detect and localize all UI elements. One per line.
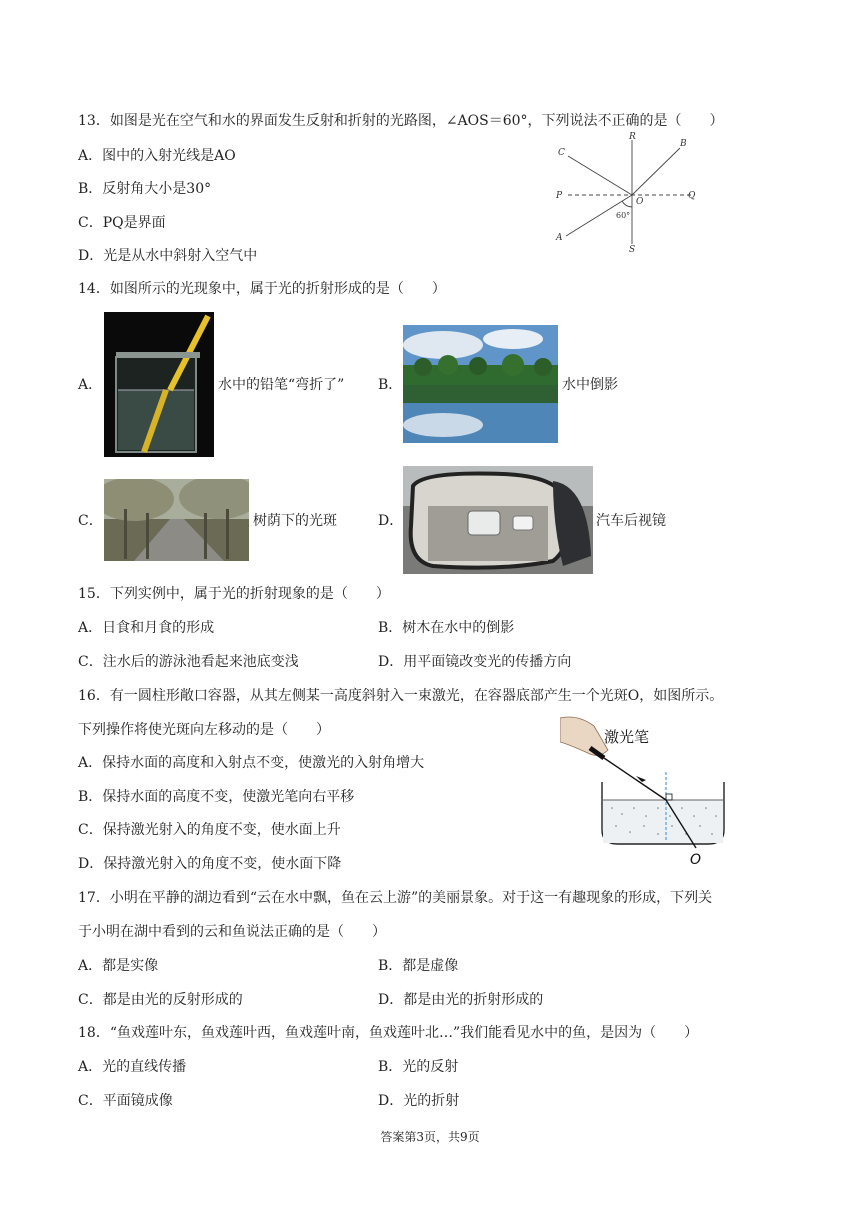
q14-option-b-letter: B． xyxy=(378,377,403,393)
q17-stem-line1: 17．小明在平静的湖边看到“云在水中飘，鱼在云上游”的美丽景象。对于这一有趣现象的形成，下列关 xyxy=(78,890,713,906)
q17-option-a: A．都是实像 xyxy=(78,958,159,974)
q16-option-c: C．保持激光射入的角度不变，使水面上升 xyxy=(78,822,341,838)
q18-option-c: C．平面镜成像 xyxy=(78,1093,173,1109)
angle-label: 60° xyxy=(616,211,631,220)
q18-stem: 18．“鱼戏莲叶东，鱼戏莲叶西，鱼戏莲叶南，鱼戏莲叶北…”我们能看见水中的鱼，是因为（ ） xyxy=(78,1025,699,1041)
label-q: Q xyxy=(688,191,696,201)
q16-option-a: A．保持水面的高度和入射点不变，使激光的入射角增大 xyxy=(78,755,425,771)
q14-option-d-letter: D． xyxy=(378,513,404,529)
tree-shade-spots-photo xyxy=(104,479,249,561)
q16-option-b: B．保持水面的高度不变，使激光笔向右平移 xyxy=(78,789,355,805)
q18-option-b: B．光的反射 xyxy=(378,1059,459,1075)
q14-stem: 14．如图所示的光现象中，属于光的折射形成的是（ ） xyxy=(78,281,446,297)
label-b: B xyxy=(680,139,687,149)
page-footer: 答案第3页，共9页 xyxy=(380,1130,480,1144)
q15-stem: 15．下列实例中，属于光的折射现象的是（ ） xyxy=(78,586,390,602)
label-c: C xyxy=(558,148,565,158)
light-path-diagram xyxy=(548,128,718,258)
q15-option-b: B．树木在水中的倒影 xyxy=(378,620,515,636)
q16-stem-line1: 16．有一圆柱形敞口容器，从其左侧某一高度斜射入一束激光，在容器底部产生一个光斑O，如图所示。 xyxy=(78,688,724,704)
q15-option-c: C．注水后的游泳池看起来池底变浅 xyxy=(78,654,299,670)
label-o: O xyxy=(636,197,644,207)
q16-stem-line2: 下列操作将使光斑向左移动的是（ ） xyxy=(78,722,330,738)
lake-reflection-photo xyxy=(403,325,558,443)
q17-stem-line2: 于小明在湖中看到的云和鱼说法正确的是（ ） xyxy=(78,924,386,940)
label-p: P xyxy=(556,191,563,201)
q17-option-d: D．都是由光的折射形成的 xyxy=(378,992,544,1008)
q14-option-a-caption: 水中的铅笔“弯折了” xyxy=(218,377,345,393)
laser-container-diagram xyxy=(560,712,740,868)
q13-option-a: A．图中的入射光线是AO xyxy=(78,148,236,164)
label-a: A xyxy=(556,233,563,243)
label-s: S xyxy=(629,245,636,255)
q14-option-b-caption: 水中倒影 xyxy=(562,377,618,393)
q18-option-a: A．光的直线传播 xyxy=(78,1059,187,1075)
q18-option-d: D．光的折射 xyxy=(378,1093,460,1109)
q14-option-d-caption: 汽车后视镜 xyxy=(596,513,666,529)
q15-option-d: D．用平面镜改变光的传播方向 xyxy=(378,654,572,670)
pencil-in-water-photo xyxy=(104,312,214,457)
spot-o-label: O xyxy=(690,852,702,868)
q14-option-c-caption: 树荫下的光斑 xyxy=(253,513,337,529)
q14-option-c-letter: C． xyxy=(78,513,103,529)
laser-pen-label: 激光笔 xyxy=(604,728,650,746)
q13-stem: 13．如图是光在空气和水的界面发生反射和折射的光路图，∠AOS＝60°，下列说法不正确的是（ ） xyxy=(78,113,724,129)
q14-option-a-letter: A． xyxy=(78,377,103,393)
q13-option-c: C．PQ是界面 xyxy=(78,215,166,231)
q17-option-c: C．都是由光的反射形成的 xyxy=(78,992,243,1008)
q13-option-d: D．光是从水中斜射入空气中 xyxy=(78,248,258,264)
car-mirror-photo xyxy=(403,466,593,574)
q16-option-d: D．保持激光射入的角度不变，使水面下降 xyxy=(78,856,342,872)
q17-option-b: B．都是虚像 xyxy=(378,958,459,974)
q15-option-a: A．日食和月食的形成 xyxy=(78,620,215,636)
label-r: R xyxy=(629,132,636,142)
q13-option-b: B．反射角大小是30° xyxy=(78,181,212,197)
